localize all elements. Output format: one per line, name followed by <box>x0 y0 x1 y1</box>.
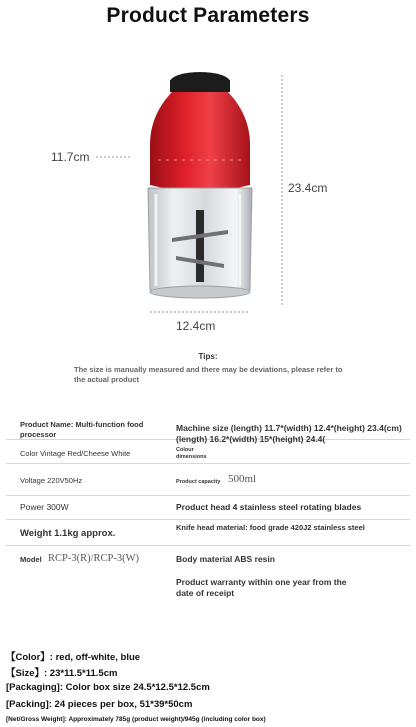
power-spec: Power 300W <box>20 502 69 512</box>
warranty-spec: Product warranty within one year from the date of receipt <box>176 577 347 598</box>
knife-head-spec: Knife head material: food grade 420J2 stainless steel <box>176 523 365 532</box>
colour-dimensions: Colour dimensions <box>176 447 207 460</box>
bottom-weight: [Net/Gross Weight]: Approximately 785g (product weight)/945g (including color box) <box>6 716 266 723</box>
spec-row-5 <box>6 521 410 546</box>
spec-row-3 <box>6 465 410 496</box>
width-dimension-label: 11.7cm <box>51 150 90 164</box>
machine-size: Machine size (length) 11.7*(width) 12.4*(height) 23.4(cm) (length) 16.2*(width) 15*(height) 24.4( <box>176 423 402 444</box>
voltage-spec: Voltage 220V50Hz <box>20 476 83 485</box>
page-title: Product Parameters <box>106 4 310 27</box>
tips-text: The size is manually measured and there may be deviations, please refer to the actual product <box>74 365 343 384</box>
product-head-spec: Product head 4 stainless steel rotating blades <box>176 502 362 512</box>
model-value: RCP-3(R)/RCP-3(W) <box>48 553 140 564</box>
spec-row-2 <box>6 441 410 464</box>
tips-title: Tips: <box>198 352 218 361</box>
product-name: Product Name: Multi-function food processor <box>20 420 144 439</box>
spec-row-6 <box>6 547 410 571</box>
depth-dimension-label: 12.4cm <box>176 319 216 333</box>
dimension-lines <box>0 0 416 340</box>
height-dimension-label: 23.4cm <box>288 181 328 195</box>
bottom-color: 【Color】: red, off-white, blue <box>6 652 141 663</box>
spec-row-4 <box>6 497 410 520</box>
spec-row-1 <box>6 415 410 444</box>
bottom-packaging: [Packaging]: Color box size 24.5*12.5*12.5cm <box>6 682 210 693</box>
body-material-spec: Body material ABS resin <box>176 554 275 564</box>
capacity-label: Product capacity <box>176 479 221 485</box>
bottom-size: 【Size】: 23*11.5*11.5cm <box>6 668 118 679</box>
capacity-value: 500ml <box>228 473 257 485</box>
bottom-packing: [Packing]: 24 pieces per box, 51*39*50cm <box>6 699 193 710</box>
color-spec: Color Vintage Red/Cheese White <box>20 449 131 458</box>
weight-spec: Weight 1.1kg approx. <box>20 528 116 539</box>
model-label: Model <box>20 555 42 564</box>
spec-row-7 <box>6 574 410 602</box>
